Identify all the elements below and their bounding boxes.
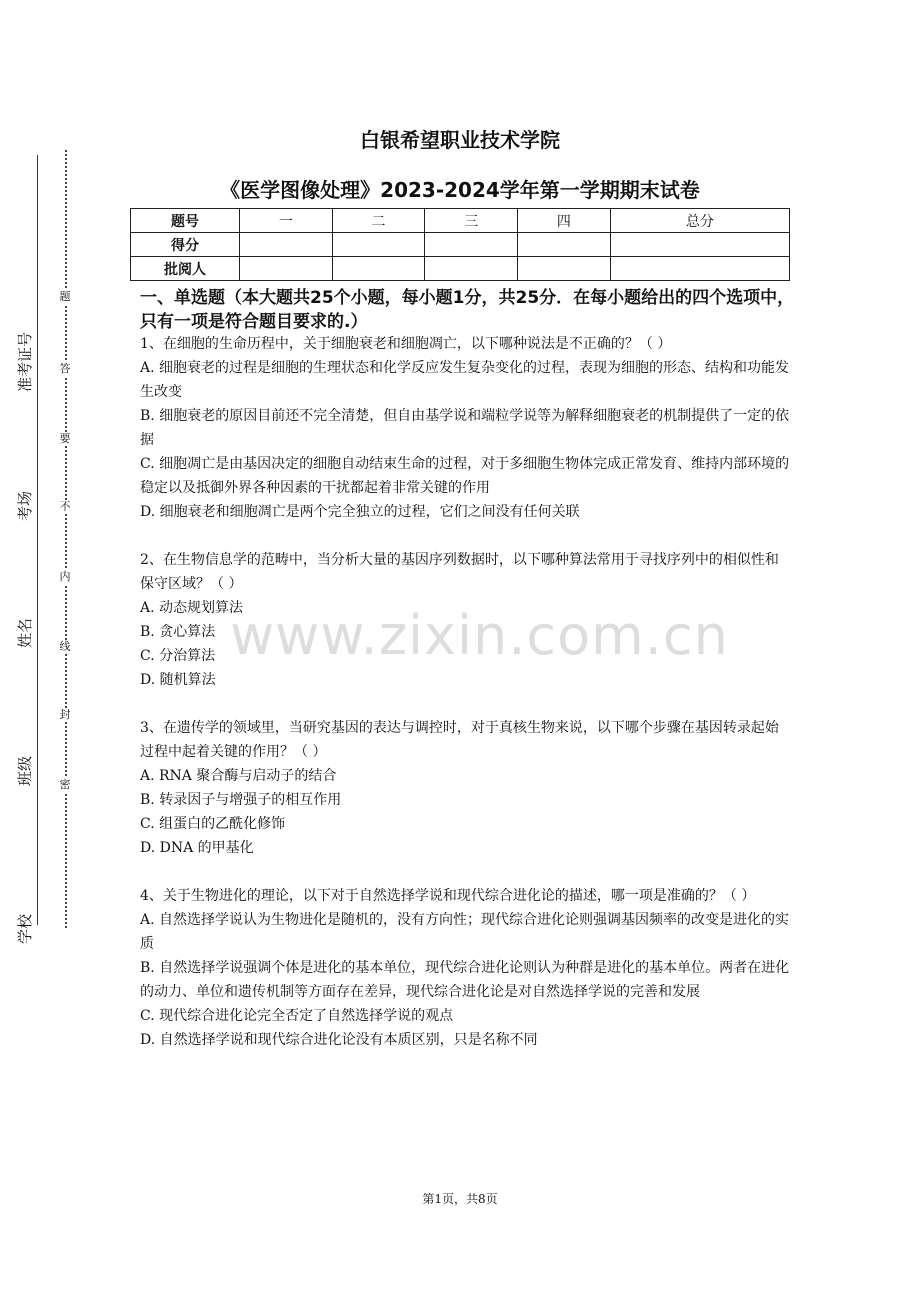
question-list: [140, 332, 790, 1076]
seal-char: 内: [59, 570, 71, 583]
score-cell[interactable]: [240, 233, 333, 257]
question-stem: 3、在遗传学的领域里，当研究基因的表达与调控时，对于真核生物来说，以下哪个步骤在基因转录起始过程中起着关键的作用？（ ）: [140, 720, 779, 760]
seal-char: 题: [59, 290, 71, 303]
score-cell[interactable]: [610, 233, 789, 257]
exam-title: 《医学图像处理》2023-2024学年第一学期期末试卷: [220, 178, 700, 202]
option-a: A. 细胞衰老的过程是细胞的生理状态和化学反应发生复杂变化的过程，表现为细胞的形态、结构和功能发生改变: [140, 360, 790, 400]
score-table: [130, 208, 790, 281]
score-cell[interactable]: [518, 233, 611, 257]
score-header-cell: 总分: [610, 209, 789, 233]
question-stem: 1、在细胞的生命历程中，关于细胞衰老和细胞凋亡，以下哪种说法是不正确的？（ ）: [140, 336, 672, 352]
score-table-header-row: [131, 209, 790, 233]
option-c: C. 现代综合进化论完全否定了自然选择学说的观点: [140, 1008, 454, 1024]
reviewer-cell[interactable]: [518, 257, 611, 281]
score-header-cell: 题号: [131, 209, 240, 233]
reviewer-cell[interactable]: [332, 257, 425, 281]
school-name: 白银希望职业技术学院: [360, 128, 560, 152]
option-d: D. DNA 的甲基化: [140, 840, 254, 856]
option-b: B. 转录因子与增强子的相互作用: [140, 792, 342, 808]
option-c: C. 细胞凋亡是由基因决定的细胞自动结束生命的过程，对于多细胞生物体完成正常发育、维持内部环境的稳定以及抵御外界各种因素的干扰都起着非常关键的作用: [140, 456, 790, 496]
reviewer-cell[interactable]: [610, 257, 789, 281]
score-cell[interactable]: [425, 233, 518, 257]
score-cell[interactable]: [332, 233, 425, 257]
score-header-cell: 三: [425, 209, 518, 233]
seal-char: 密: [59, 778, 71, 791]
sidebar-field-school: 学校: [14, 910, 35, 948]
page-number: 第1页，共8页: [422, 1192, 498, 1206]
option-d: D. 自然选择学说和现代综合进化论没有本质区别，只是名称不同: [140, 1032, 538, 1048]
sidebar-field-admission: 准考证号: [14, 328, 35, 396]
option-b: B. 贪心算法: [140, 624, 216, 640]
option-d: D. 随机算法: [140, 672, 216, 688]
section-heading: 一、单选题（本大题共25个小题，每小题1分，共25分．在每小题给出的四个选项中，只有一项是符合题目要求的.）: [140, 288, 795, 332]
score-row-label: 得分: [131, 233, 240, 257]
option-a: A. RNA 聚合酶与启动子的结合: [140, 768, 337, 784]
reviewer-cell[interactable]: [240, 257, 333, 281]
option-c: C. 组蛋白的乙酰化修饰: [140, 816, 286, 832]
option-c: C. 分治算法: [140, 648, 216, 664]
question-stem: 2、在生物信息学的范畴中，当分析大量的基因序列数据时，以下哪种算法常用于寻找序列中的相似性和保守区域？（ ）: [140, 552, 779, 592]
seal-char: 要: [59, 432, 71, 445]
sidebar-rule: [37, 155, 38, 925]
reviewer-row: [131, 257, 790, 281]
seal-dotted-line: [65, 150, 67, 928]
sidebar-field-class: 班级: [14, 752, 35, 790]
score-header-cell: 四: [518, 209, 611, 233]
watermark: www.zixin.com.cn: [230, 604, 729, 667]
seal-char: 封: [59, 708, 71, 721]
seal-char: 线: [59, 640, 71, 653]
option-b: B. 自然选择学说强调个体是进化的基本单位，现代综合进化论则认为种群是进化的基本单位。两者在进化的动力、单位和遗传机制等方面存在差异，现代综合进化论是对自然选择学说的完善和发展: [140, 960, 790, 1000]
seal-char: 不: [59, 500, 71, 513]
score-header-cell: 二: [332, 209, 425, 233]
question-4: [140, 884, 790, 1052]
score-header-cell: 一: [240, 209, 333, 233]
option-a: A. 自然选择学说认为生物进化是随机的，没有方向性；现代综合进化论则强调基因频率的改变是进化的实质: [140, 912, 790, 952]
seal-char: 答: [59, 362, 71, 375]
question-stem: 4、关于生物进化的理论，以下对于自然选择学说和现代综合进化论的描述，哪一项是准确的？（ ）: [140, 888, 756, 904]
question-3: [140, 716, 790, 860]
score-row: [131, 233, 790, 257]
option-a: A. 动态规划算法: [140, 600, 244, 616]
question-1: [140, 332, 790, 524]
option-b: B. 细胞衰老的原因目前还不完全清楚，但自由基学说和端粒学说等为解释细胞衰老的机制提供了一定的依据: [140, 408, 790, 448]
reviewer-cell[interactable]: [425, 257, 518, 281]
sidebar-field-name: 姓名: [14, 614, 35, 652]
option-d: D. 细胞衰老和细胞凋亡是两个完全独立的过程，它们之间没有任何关联: [140, 504, 580, 520]
sidebar-field-room: 考场: [14, 487, 35, 525]
reviewer-row-label: 批阅人: [131, 257, 240, 281]
